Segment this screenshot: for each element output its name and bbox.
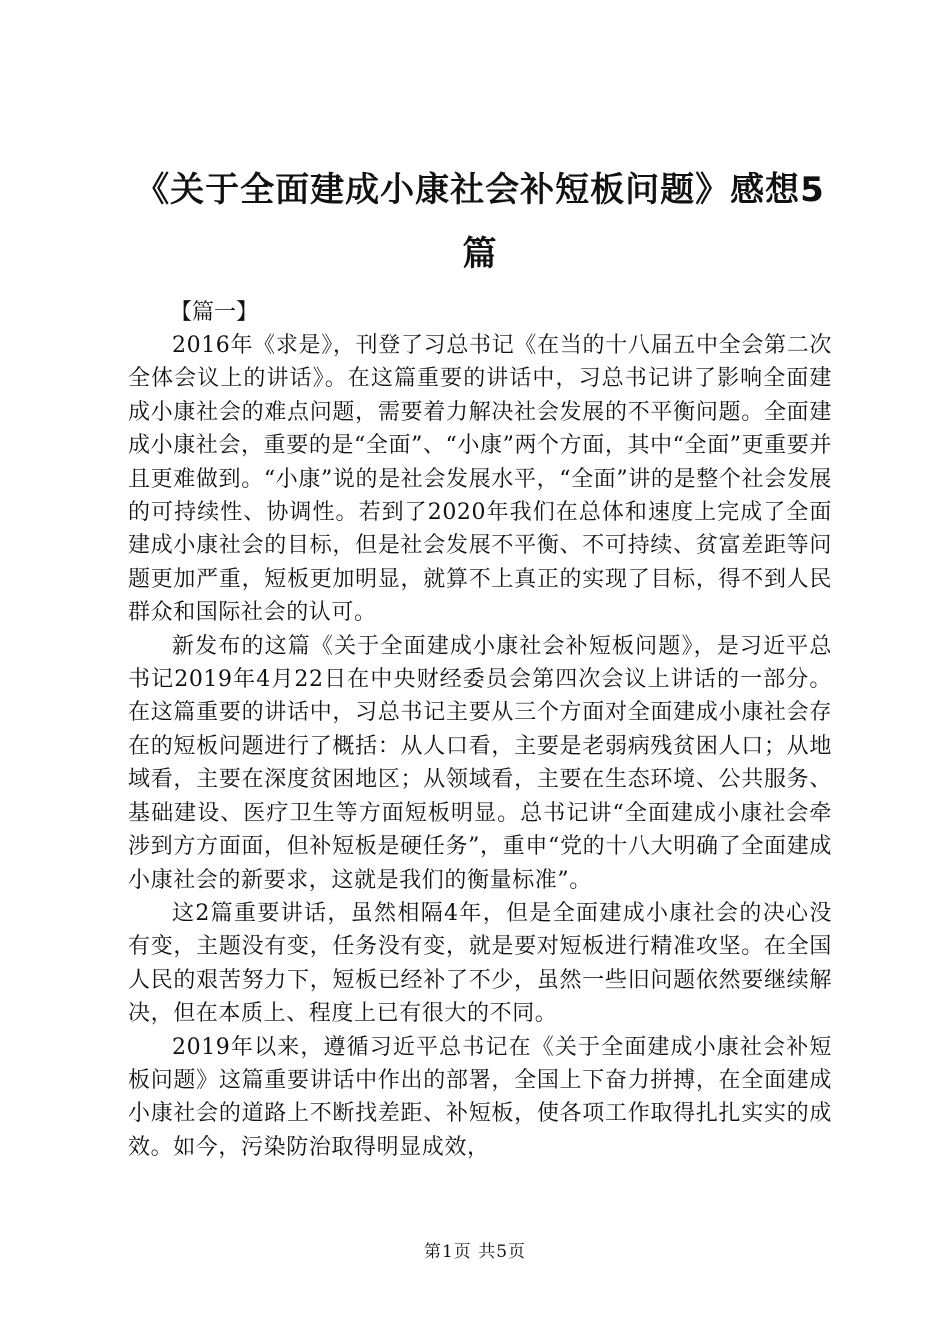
page-footer: 第1页 共5页 — [423, 1242, 527, 1262]
document-body — [128, 329, 832, 1164]
document-title: 《关于全面建成小康社会补短板问题》感想5篇 — [135, 170, 825, 274]
section-label: 【篇一】 — [170, 300, 259, 325]
paragraph-4: 2019年以来，遵循习近平总书记在《关于全面建成小康社会补短板问题》这篇重要讲话中作出的部署，全国上下奋力拼搏，在全面建成小康社会的道路上不断找差距、补短板，使各项工作取得扎扎实实的成效。如今，污染防治取得明显成效， — [128, 1034, 832, 1160]
paragraph-3: 这2篇重要讲话，虽然相隔4年，但是全面建成小康社会的决心没有变，主题没有变，任务没有变，就是要对短板进行精准攻坚。在全国人民的艰苦努力下，短板已经补了不少，虽然一些旧问题依然要继续解决，但在本质上、程度上已有很大的不同。 — [128, 900, 832, 1027]
paragraph-2: 新发布的这篇《关于全面建成小康社会补短板问题》，是习近平总书记2019年4月22日在中央财经委员会第四次会议上讲话的一部分。在这篇重要的讲话中，习总书记主要从三个方面对全面建成小康社会存在的短板问题进行了概括：从人口看，主要是老弱病残贫困人口；从地域看，主要在深度贫困地区；从领域看，主要在生态环境、公共服务、基础建设、医疗卫生等方面短板明显。总书记讲“全面建成小康社会牵涉到方方面面，但补短板是硬任务”，重申“党的十八大明确了全面建成小康社会的新要求，这就是我们的衡量标准”。 — [128, 633, 832, 893]
paragraph-1: 2016年《求是》，刊登了习总书记《在当的十八届五中全会第二次全体会议上的讲话》。在这篇重要的讲话中，习总书记讲了影响全面建成小康社会的难点问题，需要着力解决社会发展的不平衡问题。全面建成小康社会，重要的是“全面”、“小康”两个方面，其中“全面”更重要并且更难做到。“小康”说的是社会发展水平，“全面”讲的是整个社会发展的可持续性、协调性。若到了2020年我们在总体和速度上完成了全面建成小康社会的目标，但是社会发展不平衡、不可持续、贫富差距等问题更加严重，短板更加明显，就算不上真正的实现了目标，得不到人民群众和国际社会的认可。 — [128, 333, 832, 626]
